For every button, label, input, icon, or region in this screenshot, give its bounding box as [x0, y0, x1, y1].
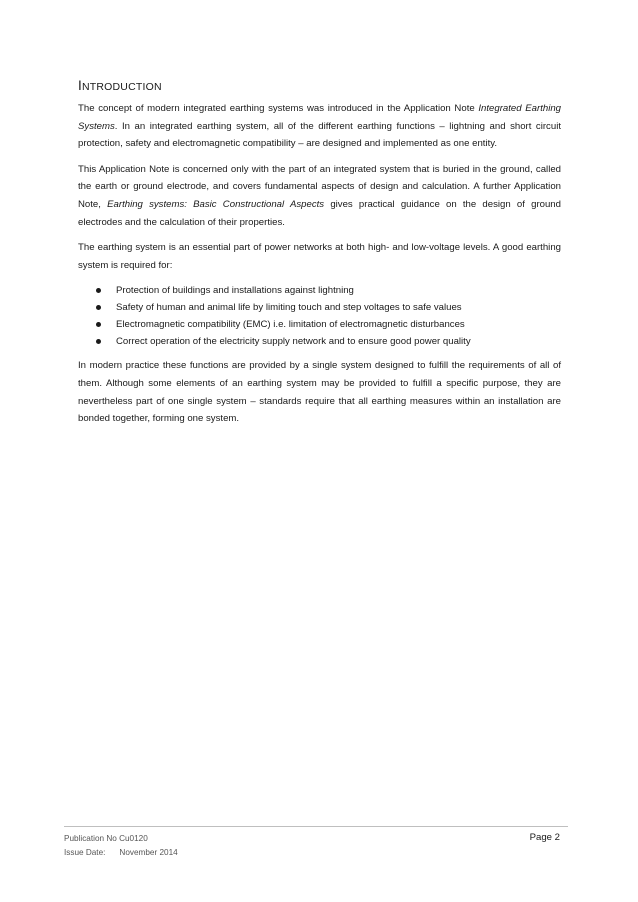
body-text: [78, 100, 561, 436]
reference-title-integrated-earthing: Integrated Earthing Systems: [78, 103, 561, 132]
publication-number: Publication No Cu0120: [64, 834, 148, 843]
list-item: Safety of human and animal life by limiting touch and step voltages to safe values: [78, 299, 561, 316]
list-item: Protection of buildings and installations against lightning: [78, 282, 561, 299]
list-item: Correct operation of the electricity supply network and to ensure good power quality: [78, 333, 561, 350]
issue-date-value: November 2014: [119, 848, 178, 857]
requirements-list: [78, 282, 561, 350]
bullet-icon: [96, 322, 101, 327]
heading-rest: NTRODUCTION: [81, 81, 162, 93]
reference-title-earthing-systems: Earthing systems: Basic Constructional Aspects: [107, 198, 325, 210]
list-item: Electromagnetic compatibility (EMC) i.e. limitation of electromagnetic disturbances: [78, 316, 561, 333]
footer-divider: [64, 826, 568, 827]
paragraph-3: The earthing system is an essential part of power networks at both high- and low-voltage levels. A good earthing system is required for:: [78, 242, 561, 271]
heading-initial: I: [78, 78, 82, 93]
bullet-icon: [96, 288, 101, 293]
paragraph-4: In modern practice these functions are provided by a single system designed to fulfill the requirements of all of them. Although some elements of an earthing system may be provided to fulfill a specific purpose, they are nevertheless part of one single system – standards require that all earthing measures within an installation are bonded together, forming one system.: [78, 360, 561, 425]
paragraph-1: The concept of modern integrated earthing systems was introduced in the Application Note Integrated Earthing Systems. In an integrated earthing system, all of the different earthing functions – lightning and short circuit protection, safety and electromagnetic compatibility – are designed and implemented as one entity.: [78, 103, 561, 150]
section-heading: [78, 78, 162, 93]
issue-date-label: Issue Date:: [64, 848, 106, 857]
bullet-icon: [96, 305, 101, 310]
bullet-icon: [96, 339, 101, 344]
paragraph-2: This Application Note is concerned only with the part of an integrated system that is buried in the ground, called the earth or ground electrode, and covers fundamental aspects of design and calculation. A further Application Note, Earthing systems: Basic Constructional Aspects gives practical guidance on the design of ground electrodes and the calculation of their properties.: [78, 163, 561, 228]
issue-date: [64, 848, 178, 857]
page-number: Page 2: [529, 832, 560, 843]
